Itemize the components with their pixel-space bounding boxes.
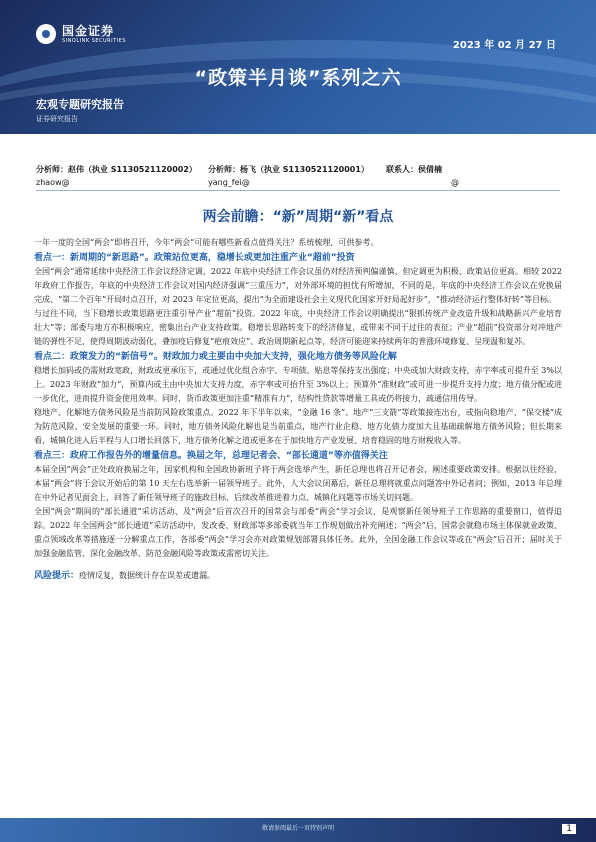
- report-header-banner: [0, 0, 596, 134]
- report-title: “政策半月谈”系列之六: [194, 67, 402, 89]
- report-type: 宏观专题研究报告: [36, 98, 124, 111]
- risk-text: 疫情反复，数据统计存在误差或遗漏。: [79, 571, 216, 580]
- logo-mark-icon: [36, 24, 56, 44]
- section-1-paragraph-1: 全国“两会”通常延续中央经济工作会议经济定调，2022 年底中央经济工作会议虽仍对经济预判偏谨慎、但定调更为积极、政策站位更高。相较 2022 年政府工作报告，年底的中央经济工作会议对国内经济强调“三重压力”，对外部环境的担忧有所增加，不同的是，年底的中央经济工作会议在党换届完成、“第二个百年”开局时点召开，对 2023 年定位更高，提出“为全面建设社会主义现代化国家开好局起好步”，“推动经济运行整体好转”等目标。: [34, 267, 562, 304]
- summary-content: [34, 236, 562, 583]
- logo-en: SINOLINK SECURITIES: [62, 37, 126, 44]
- analyst-email: zhaow@: [36, 178, 70, 187]
- analyst-name: 分析师：杨飞（执业 S1130521120001）: [208, 165, 369, 174]
- section-3-paragraph-1: 本届全国“两会”正处政府换届之年，国家机构和全国政协新班子将于两会选举产生，新任总理也将召开记者会，阐述重要政策安排。根据以往经验，本届“两会”将于会议开始后的第 10 天左右选举新一届领导班子。此外，人大会议闭幕后，新任总理将就重点问题答中外记者问；例如，2013 年总理在中外记者见面会上，回答了新任领导班子的施政目标、后续改革推进着力点、城镇化问题等市场关切问题。: [34, 465, 562, 502]
- analyst-item: [36, 164, 197, 187]
- report-date: 2023 年 02 月 27 日: [452, 40, 556, 51]
- section-1-paragraph-2: 与过往不同，当下稳增长政策思路更注重引导产业“超前”投资。2022 年底，中央经济工作会议明确提出“狠抓传统产业改造升级和战略新兴产业培育壮大”等；部委与地方亦积极响应，密集出台产业支持政策。稳增长思路转变下的经济修复，或带来不同于过往的表征；产业“超前”投资部分对冲地产链的弹性不足，使得周期波动弱化，叠加疫后修复“疤痕效应”、政治周期新起点等，经济可能迎来持续两年的普涨环境修复、呈现温和复苏。: [34, 309, 562, 346]
- section-heading-1: 看点一：新周期的“新思路”。政策站位更高，稳增长或更加注重产业“超前”投资: [34, 253, 355, 263]
- risk-warning: [34, 569, 562, 583]
- risk-label: 风险提示：: [34, 571, 80, 581]
- intro-paragraph: 一年一度的全国“两会”即将召开，今年“两会”可能有哪些新看点值得关注？系统梳理，可供参考。: [34, 238, 379, 247]
- company-logo: [36, 24, 126, 44]
- analyst-name: 分析师：赵伟（执业 S1130521120002）: [36, 165, 197, 174]
- logo-text: [62, 25, 126, 44]
- summary-headline: 两会前瞻：“新”周期“新”看点: [202, 209, 394, 225]
- section-heading-2: 看点二：政策发力的“新信号”。财政加力或主要由中央加大支持，强化地方债务等风险化解: [34, 352, 397, 362]
- page-number: 1: [562, 824, 576, 834]
- report-subtype: 证券研究报告: [36, 115, 78, 123]
- analyst-name: 联系人：侯倩楠: [386, 165, 442, 174]
- analyst-item: [208, 164, 369, 187]
- analyst-email: @: [451, 178, 459, 187]
- header-divider: [36, 190, 560, 191]
- logo-cn: 国金证券: [62, 23, 115, 38]
- section-heading-3: 看点三：政府工作报告外的增量信息。换届之年，总理记者会、“部长通道”等亦值得关注: [34, 451, 388, 461]
- section-2-paragraph-1: 稳增长加码或仍需财政宽政，财政或更承压下，或通过优化组合赤字、专项债、贴息等保持支出强度；中央或加大财政支持，赤字率或可提升至 3%以上。2023 年财政“加力”，预算内或主由中央加大支持力度，赤字率或可抬升至 3%以上；预算外“准财政”或可进一步提升支持力度；地方债分配或进一步优化，进而提升资金使用效率。同时，货币政策更加注重“精准有力”，结构性贷款等增量工具或仍将接力，疏通信用传导。: [34, 366, 562, 403]
- analyst-item: [386, 164, 459, 187]
- section-2-paragraph-2: 稳地产、化解地方债务风险是当前防风险政策重点。2022 年下半年以来，“金融 16 条”、地产“三支箭”等政策接连出台，或指向稳地产、“保交楼”成为防范风险、安全发展的重要一环。同时，地方债务风险化解也是当前重点，地产行业企稳、地方化债力度加大且基础疏解地方债务风险；但长期来看，城镇化进入后半程与人口增长回落下，地方债务化解之道或更多在于加快地方产业发展、培育稳固的地方财税收入等。: [34, 408, 562, 445]
- analyst-email: yang_fei@: [208, 178, 250, 187]
- disclaimer-note: 敬请参阅最后一页特别声明: [261, 825, 334, 832]
- section-3-paragraph-2: 全国“两会”期间的“部长通道”采访活动、及“两会”后首次召开的国常会与部委“两会”学习会议，是观察新任领导班子工作思路的重要窗口，值得追踪。2022 年全国两会“部长通道”采访活动中，发改委、财政部等多部委就当年工作规划做出补充阐述；“两会”后，国常会就稳市场主体保就业政策、重点领域改革等措施逐一分解重点工作，各部委“两会”学习会亦对政策规划部署具体任务。此外，全国金融工作会议等或在“两会”后召开；届时关于加强金融监管、深化金融改革、防范金融风险等政策或需密切关注。: [34, 507, 562, 558]
